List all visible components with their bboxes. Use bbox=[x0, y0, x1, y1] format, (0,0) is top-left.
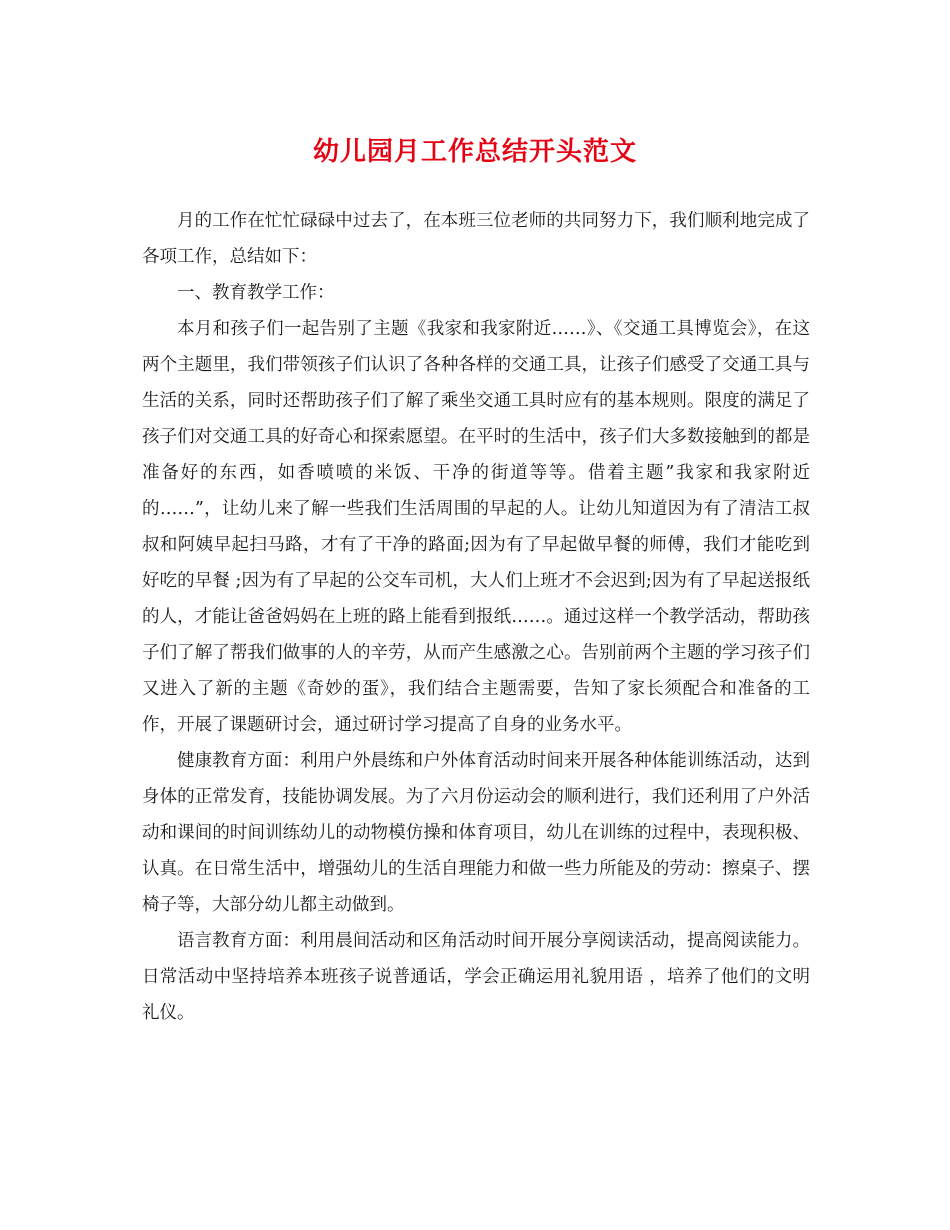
section-heading-teaching: 一、教育教学工作： bbox=[177, 283, 335, 303]
paragraph-teaching: 本月和孩子们一起告别了主题《我家和我家附近……》、《交通工具博览会》，在这两个主题里，我们带领孩子们认识了各种各样的交通工具，让孩子们感受了交通工具与生活的关系，同时还帮助孩子们了解了乘坐交通工具时应有的基本规则。限度的满足了孩子们对交通工具的好奇心和探索愿望。在平时的生活中，孩子们大多数接触到的都是准备好的东西，如香喷喷的米饭、干净的街道等等。借着主题”我家和我家附近的……”，让幼儿来了解一些我们生活周围的早起的人。让幼儿知道因为有了清洁工叔叔和阿姨早起扫马路，才有了干净的路面;因为有了早起做早餐的师傅，我们才能吃到好吃的早餐 ;因为有了早起的公交车司机，大人们上班才不会迟到;因为有了早起送报纸的人，才能让爸爸妈妈在上班的路上能看到报纸……。通过这样一个教学活动，帮助孩子们了解了帮我们做事的人的辛劳，从而产生感激之心。告别前两个主题的学习孩子们又进入了新的主题《奇妙的蛋》，我们结合主题需要，告知了家长须配合和准备的工作，开展了课题研讨会，通过研讨学习提高了自身的业务水平。 bbox=[142, 319, 810, 735]
document-title: 幼儿园月工作总结开头范文 bbox=[312, 137, 637, 167]
paragraph-language: 语言教育方面：利用晨间活动和区角活动时间开展分享阅读活动，提高阅读能力。日常活动中坚持培养本班孩子说普通话，学会正确运用礼貌用语 ，培养了他们的文明礼仪。 bbox=[142, 931, 810, 1023]
document-body bbox=[142, 203, 810, 1031]
paragraph-health: 健康教育方面：利用户外晨练和户外体育活动时间来开展各种体能训练活动，达到身体的正常发育，技能协调发展。为了六月份运动会的顺利进行，我们还利用了户外活动和课间的时间训练幼儿的动物模仿操和体育项目，幼儿在训练的过程中，表现积极、认真。在日常生活中，增强幼儿的生活自理能力和做一些力所能及的劳动：擦桌子、摆椅子等，大部分幼儿都主动做到。 bbox=[142, 751, 810, 915]
paragraph-intro: 月的工作在忙忙碌碌中过去了，在本班三位老师的共同努力下，我们顺利地完成了各项工作，总结如下： bbox=[142, 211, 810, 267]
